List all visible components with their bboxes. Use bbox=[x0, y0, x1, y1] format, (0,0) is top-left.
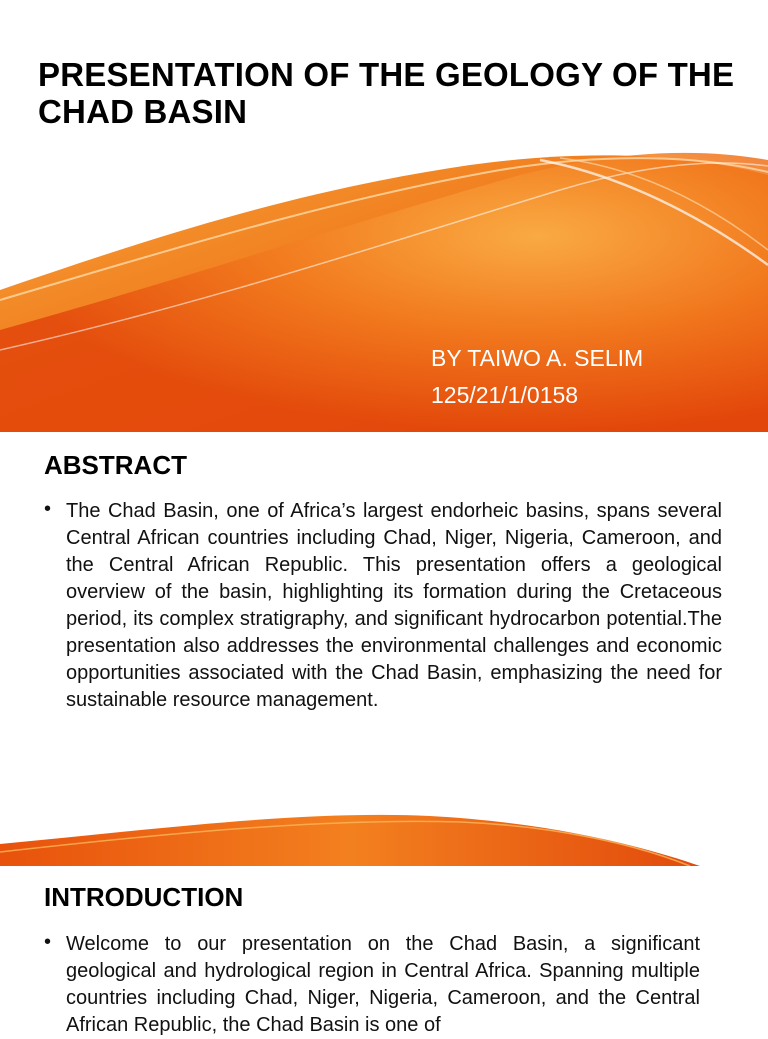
introduction-slide bbox=[0, 866, 768, 1036]
bullet-icon: • bbox=[44, 498, 52, 520]
author-name: BY TAIWO A. SELIM bbox=[431, 345, 644, 371]
abstract-text: The Chad Basin, one of Africa’s largest endorheic basins, spans several Central African countries including Chad, Niger, Nigeria, Cameroon, and the Central African Republic. This presentation offers a geological overview of the basin, highlighting its formation during the Cretaceous period, its complex stratigraphy, and significant hydrocarbon potential.The presentation also addresses the environmental challenges and economic opportunities associated with the Chad Basin, emphasizing the need for sustainable resource management. bbox=[66, 500, 722, 711]
matric-number: 125/21/1/0158 bbox=[431, 382, 579, 408]
abstract-bullet-list bbox=[44, 498, 722, 714]
introduction-bullet-list bbox=[44, 931, 700, 1039]
title-slide bbox=[0, 0, 768, 432]
list-item bbox=[44, 498, 722, 714]
abstract-heading: ABSTRACT bbox=[44, 450, 187, 480]
presentation-title: PRESENTATION OF THE GEOLOGY OF THE CHAD BASIN bbox=[38, 56, 735, 130]
author-block bbox=[431, 340, 643, 414]
introduction-heading: INTRODUCTION bbox=[44, 882, 244, 912]
abstract-slide bbox=[0, 432, 768, 866]
bullet-icon: • bbox=[44, 931, 52, 953]
list-item bbox=[44, 931, 700, 1039]
introduction-text: Welcome to our presentation on the Chad Basin, a significant geological and hydrological region in Central Africa. Spanning multiple countries including Chad, Niger, Nigeria, Cameroon, and the Central African Republic, the Chad Basin is one of bbox=[66, 933, 700, 1036]
